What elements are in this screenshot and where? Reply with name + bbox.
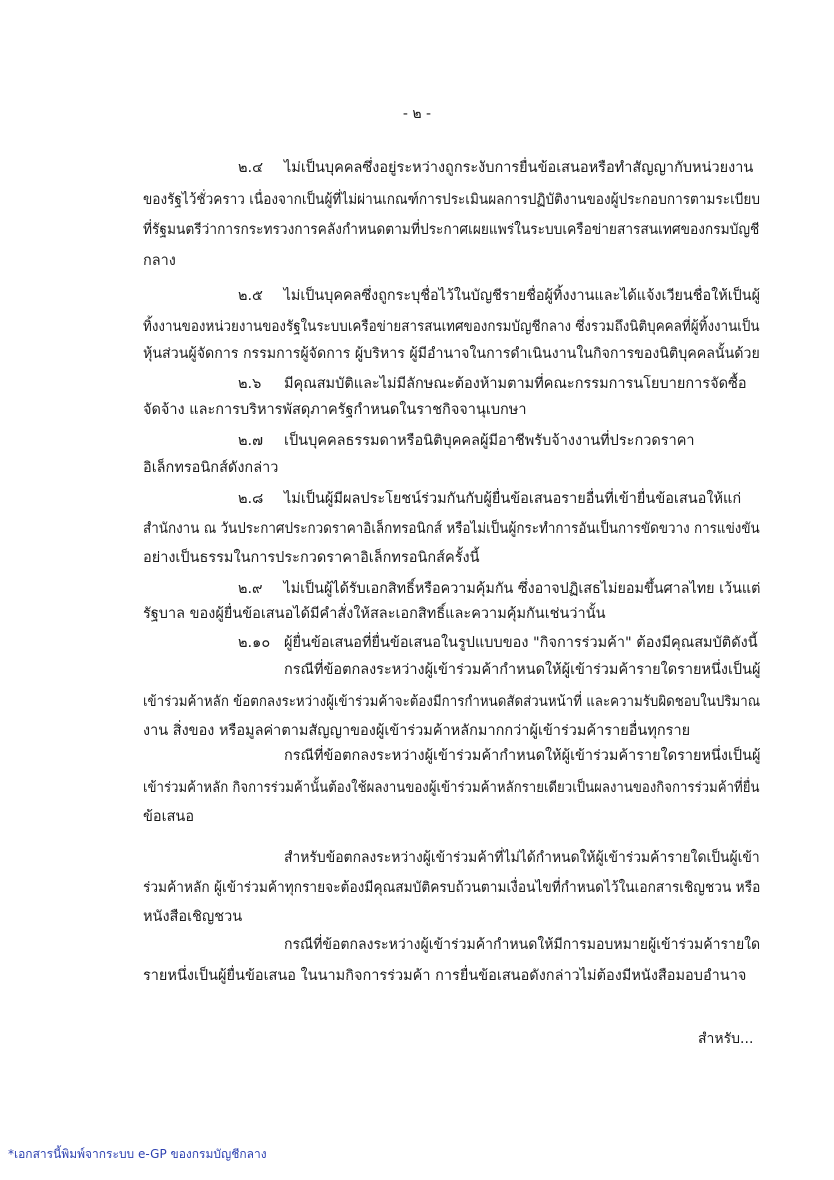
sub-paragraph-3-line-3: หนังสือเชิญชวน [143, 909, 243, 925]
continuation-text: สำหรับ... [698, 1031, 754, 1047]
item-2-9-line-2: รัฐบาล ของผู้ยื่นข้อเสนอได้มีคำสั่งให้สละเอกสิทธิ์และความคุ้มกันเช่นว่านั้น [143, 606, 606, 622]
item-2-10-line-1: ๒.๑๐ ผู้ยื่นข้อเสนอที่ยื่นข้อเสนอในรูปแบบของ "กิจการร่วมค้า" ต้องมีคุณสมบัติดังนี้ [238, 635, 758, 651]
sub-paragraph-3-line-1: สำหรับข้อตกลงระหว่างผู้เข้าร่วมค้าที่ไม่ได้กำหนดให้ผู้เข้าร่วมค้ารายใดเป็นผู้เข้า [284, 850, 760, 866]
item-number: ๒.๔ [238, 160, 264, 176]
sub-paragraph-2-line-3: ข้อเสนอ [143, 809, 195, 825]
item-2-9-line-1: ๒.๙ ไม่เป็นผู้ได้รับเอกสิทธิ์หรือความคุ้มกัน ซึ่งอาจปฏิเสธไม่ยอมขึ้นศาลไทย เว้นแต่ [238, 581, 761, 597]
item-2-4-line-2: ของรัฐไว้ชั่วคราว เนื่องจากเป็นผู้ที่ไม่ผ่านเกณฑ์การประเมินผลการปฏิบัติงานของผู้ประกอบการตามระเบียบ [143, 192, 760, 208]
footer-note: *เอกสารนี้พิมพ์จากระบบ e-GP ของกรมบัญชีกลาง [8, 1147, 267, 1161]
item-2-6-line-2: จัดจ้าง และการบริหารพัสดุภาครัฐกำหนดในราชกิจจานุเบกษา [143, 402, 527, 418]
item-2-5-line-2: ทิ้งงานของหน่วยงานของรัฐในระบบเครือข่ายสารสนเทศของกรมบัญชีกลาง ซึ่งรวมถึงนิติบุคคลที่ผู้ทิ้งงานเป็น [143, 319, 760, 335]
item-number: ๒.๘ [238, 491, 264, 507]
item-2-8-line-1: ๒.๘ ไม่เป็นผู้มีผลประโยชน์ร่วมกันกับผู้ยื่นข้อเสนอรายอื่นที่เข้ายื่นข้อเสนอให้แก่ [238, 491, 742, 507]
item-2-4-line-3: ที่รัฐมนตรีว่าการกระทรวงการคลังกำหนดตามที่ประกาศเผยแพร่ในระบบเครือข่ายสารสนเทศของกรมบัญชี [143, 222, 760, 238]
sub-paragraph-4-line-2: รายหนึ่งเป็นผู้ยื่นข้อเสนอ ในนามกิจการร่วมค้า การยื่นข้อเสนอดังกล่าวไม่ต้องมีหนังสือมอบอำนาจ [143, 968, 747, 984]
sub-paragraph-4-line-1: กรณีที่ข้อตกลงระหว่างผู้เข้าร่วมค้ากำหนดให้มีการมอบหมายผู้เข้าร่วมค้ารายใด [284, 937, 761, 953]
item-2-8-line-3: อย่างเป็นธรรมในการประกวดราคาอิเล็กทรอนิกส์ครั้งนี้ [143, 550, 480, 566]
item-2-6-line-1: ๒.๖ มีคุณสมบัติและไม่มีลักษณะต้องห้ามตามที่คณะกรรมการนโยบายการจัดซื้อ [238, 376, 747, 392]
page-number: - ๒ - [402, 106, 432, 122]
item-2-4-line-4: กลาง [143, 253, 176, 269]
item-number: ๒.๑๐ [238, 635, 271, 651]
item-2-5-line-3: หุ้นส่วนผู้จัดการ กรรมการผู้จัดการ ผู้บริหาร ผู้มีอำนาจในการดำเนินงานในกิจการของนิติบุคคลนั้นด้วย [143, 346, 760, 362]
sub-paragraph-2-line-2: เข้าร่วมค้าหลัก กิจการร่วมค้านั้นต้องใช้ผลงานของผู้เข้าร่วมค้าหลักรายเดียวเป็นผลงานของกิจการร่วมค้าที่ยื่น [143, 780, 760, 796]
item-2-7-line-1: ๒.๗ เป็นบุคคลธรรมดาหรือนิติบุคคลผู้มีอาชีพรับจ้างงานที่ประกวดราคา [238, 433, 695, 449]
item-number: ๒.๕ [238, 288, 263, 304]
sub-paragraph-1-line-3: งาน สิ่งของ หรือมูลค่าตามสัญญาของผู้เข้าร่วมค้าหลักมากกว่าผู้เข้าร่วมค้ารายอื่นทุกราย [143, 723, 691, 739]
item-number: ๒.๖ [238, 376, 262, 392]
sub-paragraph-1-line-2: เข้าร่วมค้าหลัก ข้อตกลงระหว่างผู้เข้าร่วมค้าจะต้องมีการกำหนดสัดส่วนหน้าที่ และความรับผิดชอบในปริมาณ [143, 694, 761, 710]
item-2-4-line-1: ๒.๔ ไม่เป็นบุคคลซึ่งอยู่ระหว่างถูกระงับการยื่นข้อเสนอหรือทำสัญญากับหน่วยงาน [238, 160, 754, 176]
sub-paragraph-1-line-1: กรณีที่ข้อตกลงระหว่างผู้เข้าร่วมค้ากำหนดให้ผู้เข้าร่วมค้ารายใดรายหนึ่งเป็นผู้ [284, 662, 761, 678]
sub-paragraph-3-line-2: ร่วมค้าหลัก ผู้เข้าร่วมค้าทุกรายจะต้องมีคุณสมบัติครบถ้วนตามเงื่อนไขที่กำหนดไว้ในเอกสารเชิญชวน หรือ [143, 880, 761, 896]
item-2-7-line-2: อิเล็กทรอนิกส์ดังกล่าว [143, 460, 279, 476]
item-number: ๒.๗ [238, 433, 264, 449]
sub-paragraph-2-line-1: กรณีที่ข้อตกลงระหว่างผู้เข้าร่วมค้ากำหนดให้ผู้เข้าร่วมค้ารายใดรายหนึ่งเป็นผู้ [284, 748, 761, 764]
item-2-5-line-1: ๒.๕ ไม่เป็นบุคคลซึ่งถูกระบุชื่อไว้ในบัญชีรายชื่อผู้ทิ้งงานและได้แจ้งเวียนชื่อให้เป็นผู้ [238, 288, 761, 304]
item-number: ๒.๙ [238, 581, 263, 597]
item-2-8-line-2: สำนักงาน ณ วันประกาศประกวดราคาอิเล็กทรอนิกส์ หรือไม่เป็นผู้กระทำการอันเป็นการขัดขวาง การแข่งขัน [143, 521, 760, 537]
